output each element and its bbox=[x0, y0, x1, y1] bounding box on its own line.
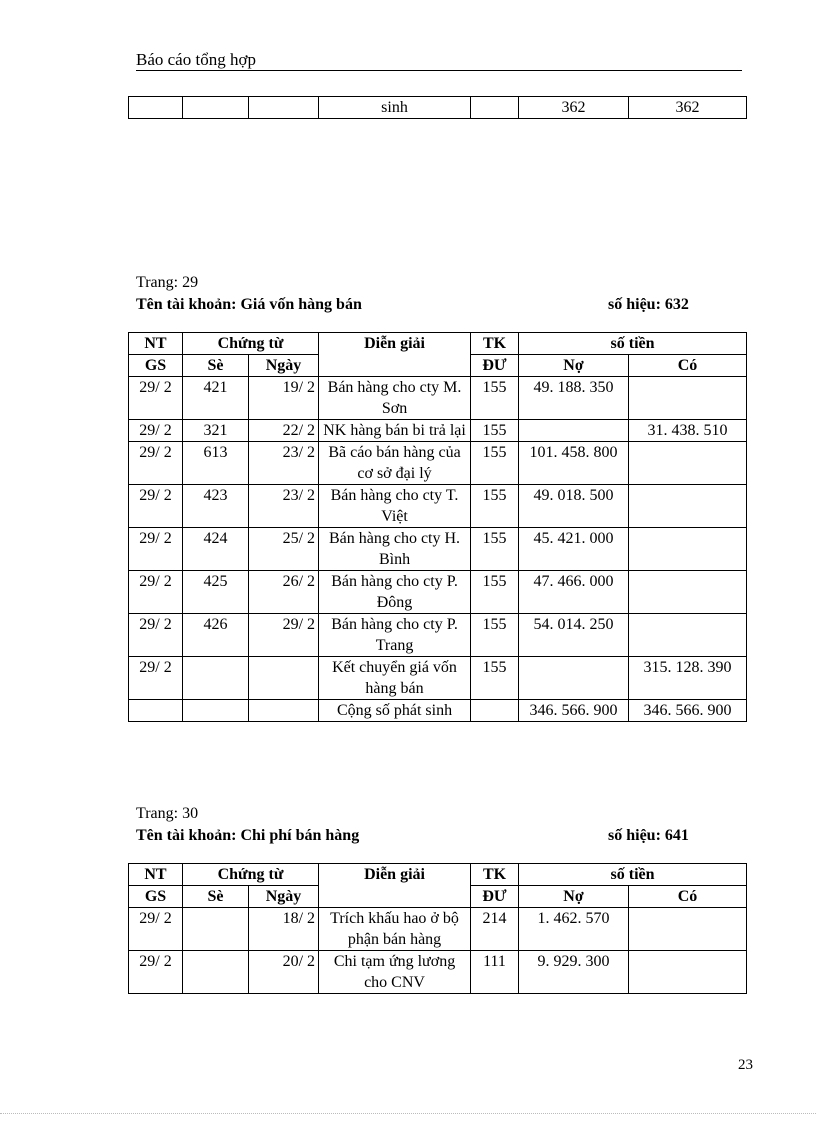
cell-dien-giai: Chi tạm ứng lương cho CNV bbox=[319, 951, 471, 994]
cell-nt: 29/ 2 bbox=[129, 908, 183, 951]
cell-dien-giai: Bán hàng cho cty T. Việt bbox=[319, 485, 471, 528]
cell-se bbox=[183, 657, 249, 700]
cell-tk: 111 bbox=[471, 951, 519, 994]
table-row bbox=[129, 614, 747, 657]
cell-se: 425 bbox=[183, 571, 249, 614]
cell-no: 9. 929. 300 bbox=[519, 951, 629, 994]
cell-ngay: 29/ 2 bbox=[249, 614, 319, 657]
cell-dien-giai: Bã cáo bán hàng của cơ sở đại lý bbox=[319, 442, 471, 485]
table-row bbox=[129, 571, 747, 614]
section29-account-name: Tên tài khoản: Giá vốn hàng bán bbox=[136, 296, 362, 313]
cell bbox=[471, 97, 519, 119]
col-co: Có bbox=[629, 355, 747, 377]
cell-co: 31. 438. 510 bbox=[629, 420, 747, 442]
cell-se: 321 bbox=[183, 420, 249, 442]
cell-co bbox=[629, 908, 747, 951]
cell-nt bbox=[129, 700, 183, 722]
cell-dien-giai: Bán hàng cho cty M. Sơn bbox=[319, 377, 471, 420]
cell-no: 45. 421. 000 bbox=[519, 528, 629, 571]
cell-no: 49. 188. 350 bbox=[519, 377, 629, 420]
cell-dien-giai: Trích khấu hao ở bộ phận bán hàng bbox=[319, 908, 471, 951]
col-tk: TK bbox=[471, 333, 519, 355]
cell-no bbox=[519, 657, 629, 700]
col-gs: GS bbox=[129, 886, 183, 908]
cell-ngay: 26/ 2 bbox=[249, 571, 319, 614]
cell-nt: 29/ 2 bbox=[129, 420, 183, 442]
cell-co: 315. 128. 390 bbox=[629, 657, 747, 700]
cell: 362 bbox=[519, 97, 629, 119]
ledger-table-641 bbox=[128, 863, 747, 994]
table-row bbox=[129, 442, 747, 485]
cell-co bbox=[629, 528, 747, 571]
col-du: ĐƯ bbox=[471, 886, 519, 908]
cell-no: 49. 018. 500 bbox=[519, 485, 629, 528]
cell-co bbox=[629, 571, 747, 614]
cell-co bbox=[629, 442, 747, 485]
cell-tk: 155 bbox=[471, 614, 519, 657]
col-ngay: Ngày bbox=[249, 886, 319, 908]
cell-se: 424 bbox=[183, 528, 249, 571]
cell-co bbox=[629, 614, 747, 657]
cell-tk: 155 bbox=[471, 420, 519, 442]
table-row bbox=[129, 420, 747, 442]
cell-co bbox=[629, 377, 747, 420]
cell-dien-giai: Bán hàng cho cty H. Bình bbox=[319, 528, 471, 571]
cell-nt: 29/ 2 bbox=[129, 485, 183, 528]
header-divider bbox=[136, 70, 742, 71]
cell-tk: 155 bbox=[471, 485, 519, 528]
cell-ngay: 22/ 2 bbox=[249, 420, 319, 442]
col-chung-tu: Chứng từ bbox=[183, 864, 319, 886]
cell-nt: 29/ 2 bbox=[129, 528, 183, 571]
cell-se: 421 bbox=[183, 377, 249, 420]
cell bbox=[183, 97, 249, 119]
cell-nt: 29/ 2 bbox=[129, 442, 183, 485]
total-no: 346. 566. 900 bbox=[519, 700, 629, 722]
cell-tk: 155 bbox=[471, 571, 519, 614]
previous-table-tail bbox=[128, 96, 747, 119]
section29-account-number: số hiệu: 632 bbox=[608, 296, 689, 313]
cell-no bbox=[519, 420, 629, 442]
cell-dien-giai: Bán hàng cho cty P. Đông bbox=[319, 571, 471, 614]
table-row bbox=[129, 528, 747, 571]
cell-tk: 155 bbox=[471, 657, 519, 700]
table-row bbox=[129, 908, 747, 951]
cell-ngay: 20/ 2 bbox=[249, 951, 319, 994]
total-row bbox=[129, 700, 747, 722]
cell bbox=[129, 97, 183, 119]
cell-nt: 29/ 2 bbox=[129, 377, 183, 420]
cell-ngay: 23/ 2 bbox=[249, 485, 319, 528]
ledger-table-632 bbox=[128, 332, 747, 722]
cell-ngay: 23/ 2 bbox=[249, 442, 319, 485]
col-no: Nợ bbox=[519, 886, 629, 908]
cell-se bbox=[183, 908, 249, 951]
section30-account-number: số hiệu: 641 bbox=[608, 827, 689, 844]
header-row bbox=[129, 333, 747, 355]
col-du: ĐƯ bbox=[471, 355, 519, 377]
col-gs: GS bbox=[129, 355, 183, 377]
cell-ngay: 19/ 2 bbox=[249, 377, 319, 420]
cell-se: 423 bbox=[183, 485, 249, 528]
cell-nt: 29/ 2 bbox=[129, 614, 183, 657]
cell-ngay: 25/ 2 bbox=[249, 528, 319, 571]
col-so-tien: số tiền bbox=[519, 333, 747, 355]
cell-se: 426 bbox=[183, 614, 249, 657]
col-chung-tu: Chứng từ bbox=[183, 333, 319, 355]
cell-dien-giai: NK hàng bán bi trả lại bbox=[319, 420, 471, 442]
cell-tk: 155 bbox=[471, 442, 519, 485]
cell-se bbox=[183, 700, 249, 722]
col-dien-giai: Diễn giải bbox=[319, 333, 471, 377]
col-so-tien: số tiền bbox=[519, 864, 747, 886]
cell-tk bbox=[471, 700, 519, 722]
page-number: 23 bbox=[738, 1057, 753, 1073]
cell-ngay: 18/ 2 bbox=[249, 908, 319, 951]
table-row bbox=[129, 377, 747, 420]
cell: sinh bbox=[319, 97, 471, 119]
cell-tk: 214 bbox=[471, 908, 519, 951]
col-se: Sè bbox=[183, 886, 249, 908]
section30-account-name: Tên tài khoản: Chi phí bán hàng bbox=[136, 827, 360, 844]
cell-dien-giai: Bán hàng cho cty P. Trang bbox=[319, 614, 471, 657]
cell-nt: 29/ 2 bbox=[129, 951, 183, 994]
table-row bbox=[129, 951, 747, 994]
cell: 362 bbox=[629, 97, 747, 119]
col-nt: NT bbox=[129, 333, 183, 355]
page-bottom-divider bbox=[0, 1113, 816, 1114]
report-title: Báo cáo tổng hợp bbox=[136, 50, 256, 69]
cell-co bbox=[629, 951, 747, 994]
cell-se bbox=[183, 951, 249, 994]
cell-ngay bbox=[249, 657, 319, 700]
cell-ngay bbox=[249, 700, 319, 722]
cell-tk: 155 bbox=[471, 528, 519, 571]
cell-nt: 29/ 2 bbox=[129, 657, 183, 700]
table-row bbox=[129, 657, 747, 700]
col-ngay: Ngày bbox=[249, 355, 319, 377]
cell-co bbox=[629, 485, 747, 528]
table-row bbox=[129, 97, 747, 119]
cell-no: 1. 462. 570 bbox=[519, 908, 629, 951]
cell-dien-giai: Kết chuyển giá vốn hàng bán bbox=[319, 657, 471, 700]
table-row bbox=[129, 485, 747, 528]
section29-page-label: Trang: 29 bbox=[136, 274, 199, 291]
section30-page-label: Trang: 30 bbox=[136, 805, 199, 822]
cell-no: 54. 014. 250 bbox=[519, 614, 629, 657]
cell-se: 613 bbox=[183, 442, 249, 485]
cell bbox=[249, 97, 319, 119]
cell-no: 101. 458. 800 bbox=[519, 442, 629, 485]
total-label: Cộng số phát sinh bbox=[319, 700, 471, 722]
col-nt: NT bbox=[129, 864, 183, 886]
cell-no: 47. 466. 000 bbox=[519, 571, 629, 614]
col-co: Có bbox=[629, 886, 747, 908]
col-se: Sè bbox=[183, 355, 249, 377]
col-tk: TK bbox=[471, 864, 519, 886]
col-dien-giai: Diễn giải bbox=[319, 864, 471, 908]
header-row bbox=[129, 864, 747, 886]
cell-nt: 29/ 2 bbox=[129, 571, 183, 614]
cell-tk: 155 bbox=[471, 377, 519, 420]
total-co: 346. 566. 900 bbox=[629, 700, 747, 722]
col-no: Nợ bbox=[519, 355, 629, 377]
